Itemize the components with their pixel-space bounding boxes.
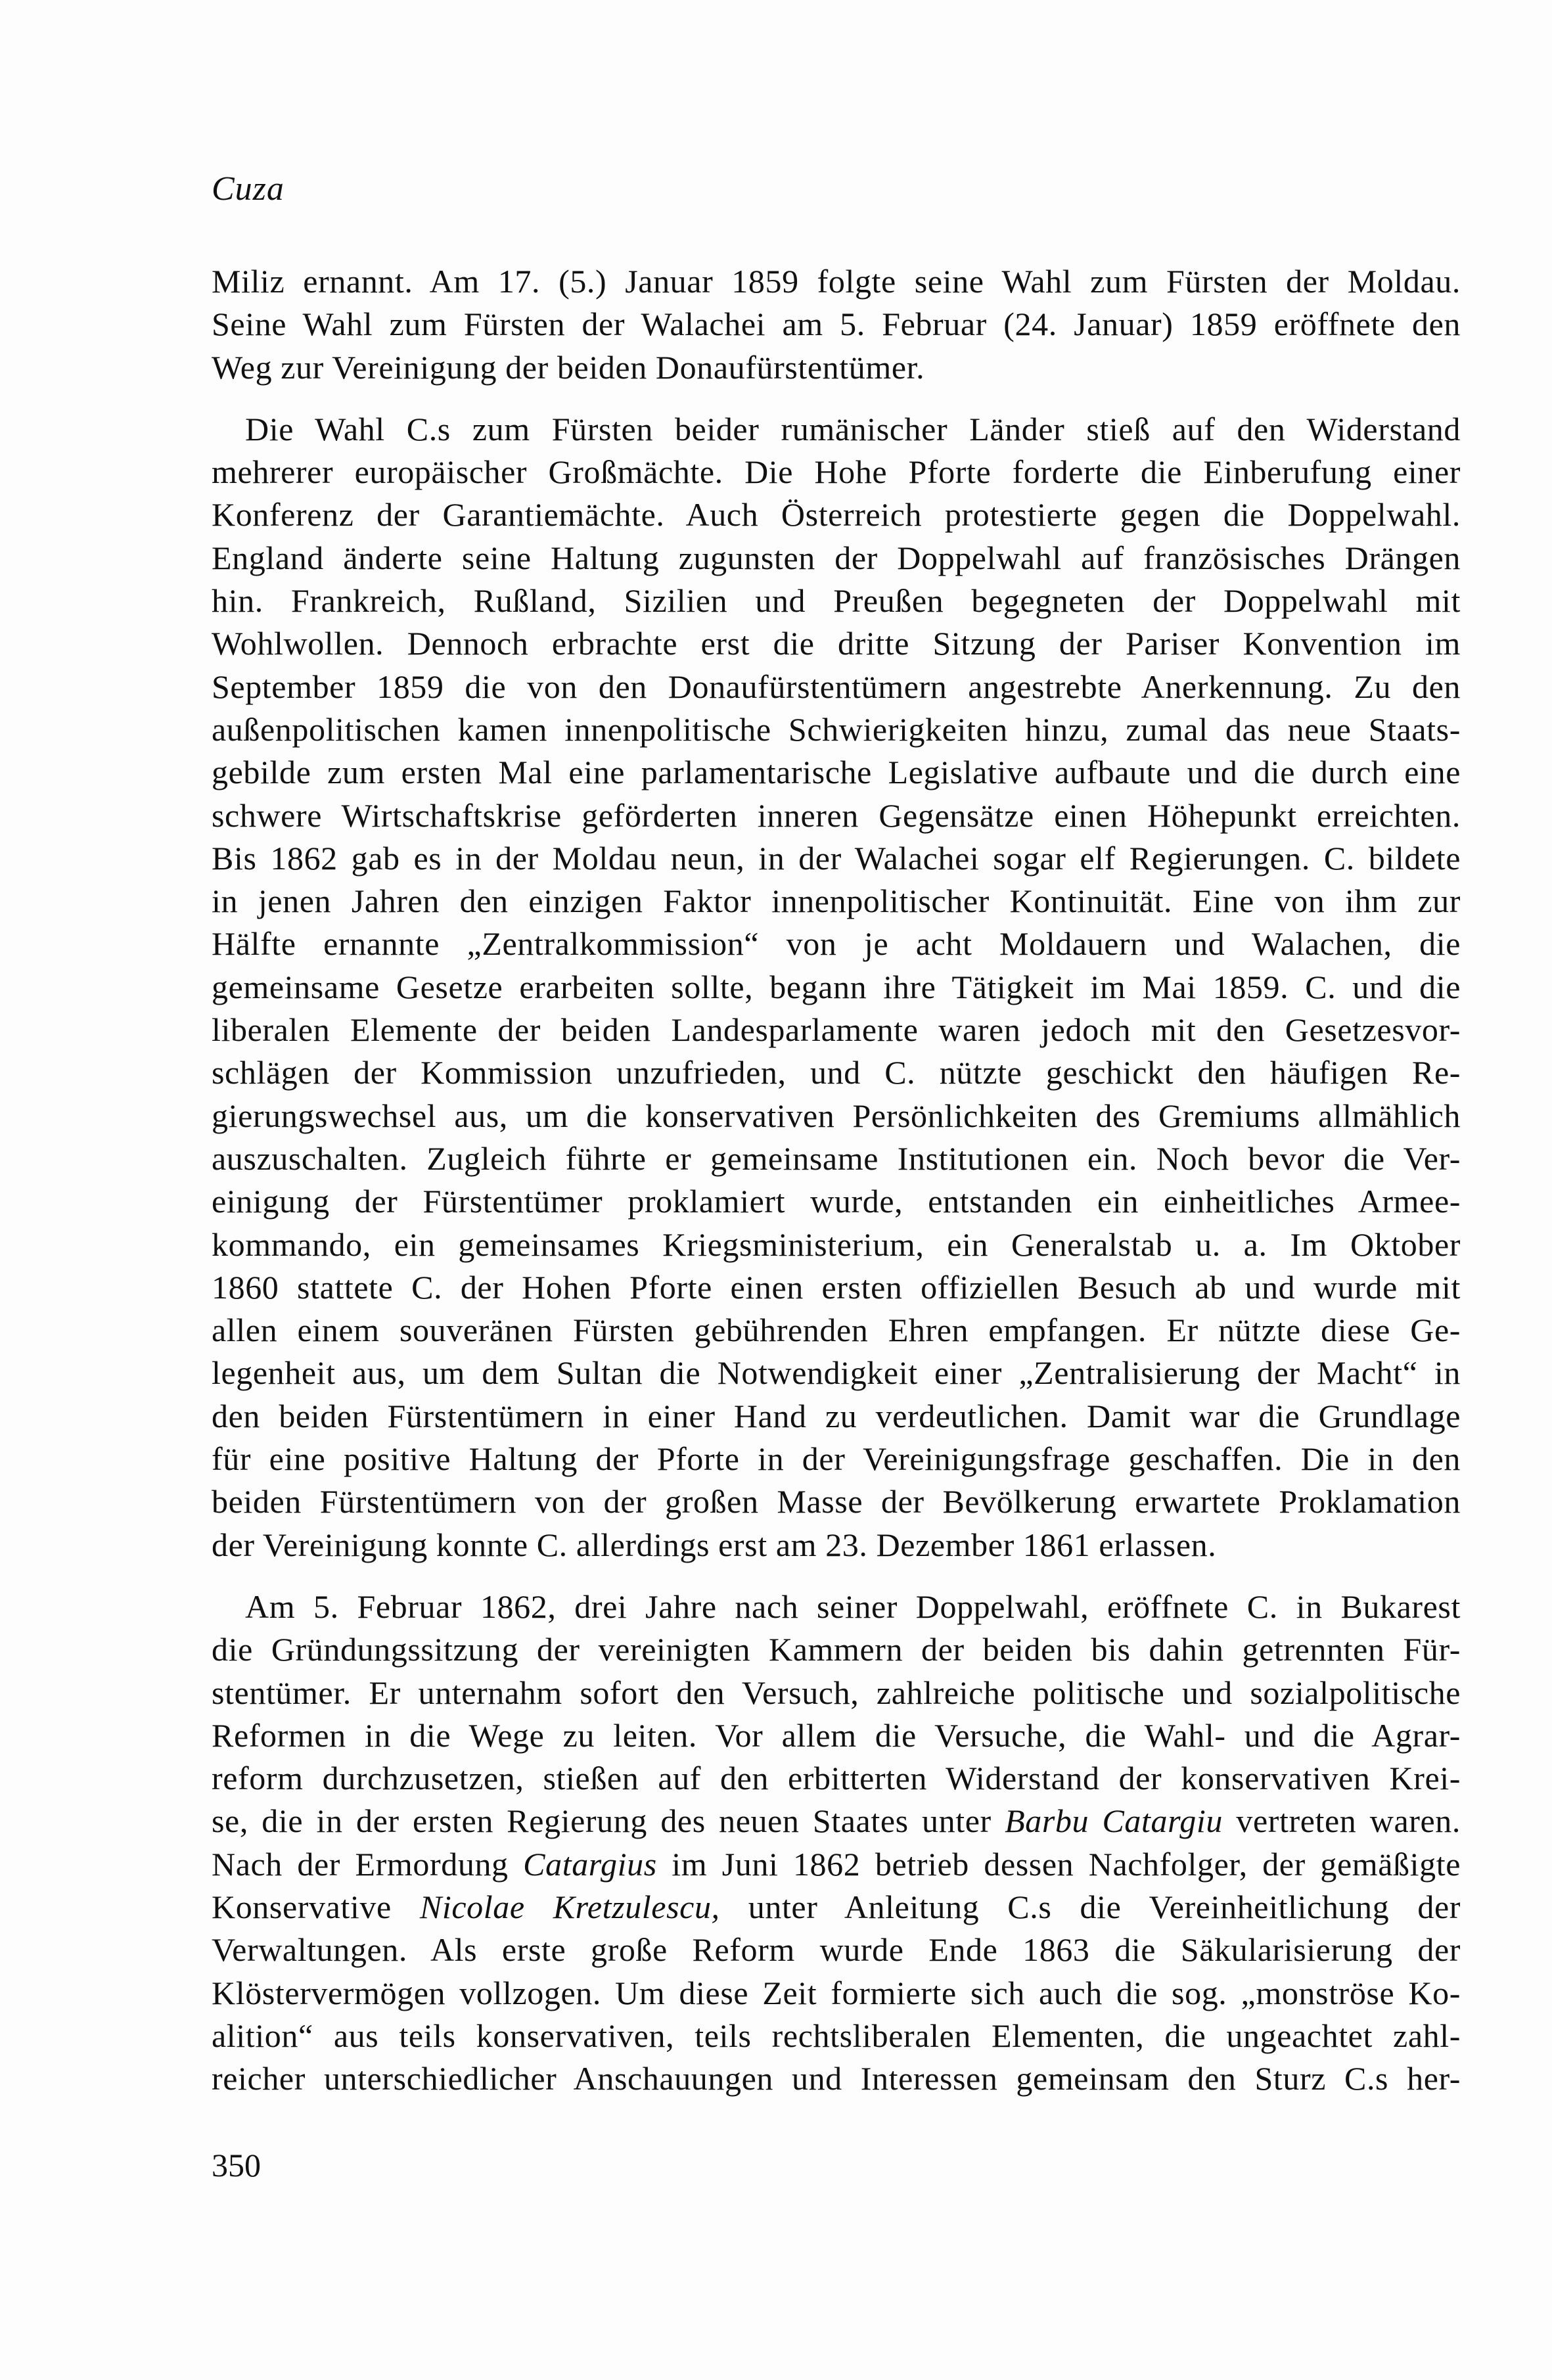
text-line [212,1524,1461,1567]
text-line [212,451,1461,493]
text-run: unter Anleitung C.s die Vereinheitlichung der [719,1888,1461,1925]
text-run: hin. Frankreich, Rußland, Sizilien und Preußen begegneten der Doppelwahl mit [212,582,1461,620]
text-run: Reformen in die Wege zu leiten. Vor allem die Versuche, die Wahl- und die Agrar- [212,1716,1461,1754]
page-number: 350 [212,2147,261,2184]
text-run: Am 5. Februar 1862, drei Jahre nach seiner Doppelwahl, eröffnete C. in Bukarest [245,1588,1461,1625]
italic-name: Catargius [523,1845,657,1883]
text-line [212,1438,1461,1480]
text-line [212,751,1461,794]
text-run: Seine Wahl zum Fürsten der Walachei am 5. Februar (24. Januar) 1859 eröffnete den [212,306,1461,343]
text-run: legenheit aus, um dem Sultan die Notwendigkeit einer „Zentralisierung der Macht“ in [212,1354,1461,1392]
text-run: schlägen der Kommission unzufrieden, und C. nützte geschickt den häufigen Re- [212,1054,1461,1091]
paragraph [212,408,1461,1567]
text-run: vertreten waren. [1223,1802,1461,1840]
text-run: auszuschalten. Zugleich führte er gemeinsame Institutionen ein. Noch bevor die Ver- [212,1139,1461,1177]
text-run: Die Wahl C.s zum Fürsten beider rumänischer Länder stieß auf den Widerstand [245,410,1461,447]
text-run: Verwaltungen. Als erste große Reform wurde Ende 1863 die Säkularisierung der [212,1931,1461,1969]
text-run: September 1859 die von den Donaufürstentümern angestrebte Anerkennung. Zu den [212,668,1461,705]
text-line [212,923,1461,965]
text-line [212,493,1461,536]
text-run: reicher unterschiedlicher Anschauungen und Interessen gemeinsam den Sturz C.s her- [212,2060,1461,2097]
text-line [212,346,1461,389]
text-run: den beiden Fürstentümern in einer Hand zu verdeutlichen. Damit war die Grundlage [212,1397,1461,1434]
text-run: stentümer. Er unternahm sofort den Versuch, zahlreiche politische und sozialpolitische [212,1674,1461,1711]
text-run: Konferenz der Garantiemächte. Auch Österreich protestierte gegen die Doppelwahl. [212,496,1461,534]
text-run: se, die in der ersten Regierung des neuen Staates unter [212,1802,1005,1840]
text-line [212,2015,1461,2057]
text-run: Nach der Ermordung [212,1845,524,1883]
text-run: alition“ aus teils konservativen, teils rechtsliberalen Elementen, die ungeachtet zahl- [212,2017,1461,2054]
text-line [212,1800,1461,1842]
text-run: Wohlwollen. Dennoch erbrachte erst die dritte Sitzung der Pariser Konvention im [212,625,1461,662]
text-line [212,1395,1461,1438]
text-run: gierungswechsel aus, um die konservativen Persönlichkeiten des Gremiums allmählich [212,1097,1461,1134]
text-line [212,837,1461,880]
text-run: im Juni 1862 betrieb dessen Nachfolger, der gemäßigte [656,1845,1461,1883]
text-run: gemeinsame Gesetze erarbeiten sollte, begann ihre Tätigkeit im Mai 1859. C. und die [212,968,1461,1005]
text-run: beiden Fürstentümern von der großen Masse der Bevölkerung erwartete Proklamation [212,1483,1461,1521]
text-run: Miliz ernannt. Am 17. (5.) Januar 1859 folgte seine Wahl zum Fürsten der Moldau. [212,263,1461,300]
italic-name: Nicolae Kretzulescu, [419,1888,720,1925]
text-line [212,1095,1461,1137]
text-run: kommando, ein gemeinsames Kriegsministerium, ein Generalstab u. a. Im Oktober [212,1225,1461,1263]
text-run: Hälfte ernannte „Zentralkommission“ von je acht Moldauern und Walachen, die [212,925,1461,963]
text-run: 1860 stattete C. der Hohen Pforte einen ersten offiziellen Besuch ab und wurde mit [212,1268,1461,1306]
text-line [212,1757,1461,1800]
text-run: außenpolitischen kamen innenpolitische Schwierigkeiten hinzu, zumal das neue Staats- [212,710,1461,748]
text-run: schwere Wirtschaftskrise geförderten inneren Gegensätze einen Höhepunkt erreichten. [212,796,1461,834]
text-line [212,1929,1461,1971]
text-line [212,966,1461,1009]
text-run: Bis 1862 gab es in der Moldau neun, in der Walachei sogar elf Regierungen. C. bildete [212,839,1461,877]
text-line [212,880,1461,923]
text-run: gebilde zum ersten Mal eine parlamentarische Legislative aufbaute und die durch eine [212,754,1461,791]
running-head: Cuza [212,170,285,208]
text-line [212,1586,1461,1628]
text-line [212,537,1461,580]
text-run: liberalen Elemente der beiden Landesparlamente waren jedoch mit den Gesetzesvor- [212,1011,1461,1049]
text-line [212,1672,1461,1714]
text-line [212,1352,1461,1394]
text-line [212,666,1461,708]
text-line [212,1843,1461,1886]
text-run: allen einem souveränen Fürsten gebührenden Ehren empfangen. Er nützte diese Ge- [212,1312,1461,1349]
text-line [212,408,1461,451]
text-line [212,1714,1461,1757]
text-run: reform durchzusetzen, stießen auf den erbitterten Widerstand der konservativen Krei- [212,1760,1461,1797]
text-line [212,1480,1461,1523]
text-line [212,1972,1461,2015]
paragraph [212,1586,1461,2101]
text-line [212,1137,1461,1180]
text-line [212,1266,1461,1309]
text-run: Klöstervermögen vollzogen. Um diese Zeit formierte sich auch die sog. „monströse Ko- [212,1974,1461,2011]
text-line [212,1051,1461,1094]
text-run: die Gründungssitzung der vereinigten Kammern der beiden bis dahin getrennten Für- [212,1631,1461,1668]
text-line [212,303,1461,346]
text-line [212,1009,1461,1051]
text-line [212,1628,1461,1671]
text-line [212,2057,1461,2100]
text-run: einigung der Fürstentümer proklamiert wurde, entstanden ein einheitliches Armee- [212,1183,1461,1220]
text-run: für eine positive Haltung der Pforte in der Vereinigungsfrage geschaffen. Die in den [212,1440,1461,1478]
text-run: in jenen Jahren den einzigen Faktor innenpolitischer Kontinuität. Eine von ihm zur [212,882,1461,920]
text-line [212,794,1461,837]
paragraph [212,260,1461,389]
italic-name: Barbu Catargiu [1005,1802,1223,1840]
text-line [212,708,1461,751]
text-line [212,1886,1461,1929]
body-text [212,260,1461,2119]
text-run: mehrerer europäischer Großmächte. Die Hohe Pforte forderte die Einberufung einer [212,453,1461,491]
text-line [212,1180,1461,1223]
text-run: Konservative [212,1888,420,1925]
text-line [212,1309,1461,1352]
text-line [212,580,1461,622]
text-line [212,260,1461,303]
text-run: der Vereinigung konnte C. allerdings erst am 23. Dezember 1861 erlassen. [212,1526,1217,1563]
text-run: England änderte seine Haltung zugunsten der Doppelwahl auf französisches Drängen [212,539,1461,576]
text-line [212,622,1461,665]
text-line [212,1224,1461,1266]
text-run: Weg zur Vereinigung der beiden Donaufürstentümer. [212,348,925,386]
